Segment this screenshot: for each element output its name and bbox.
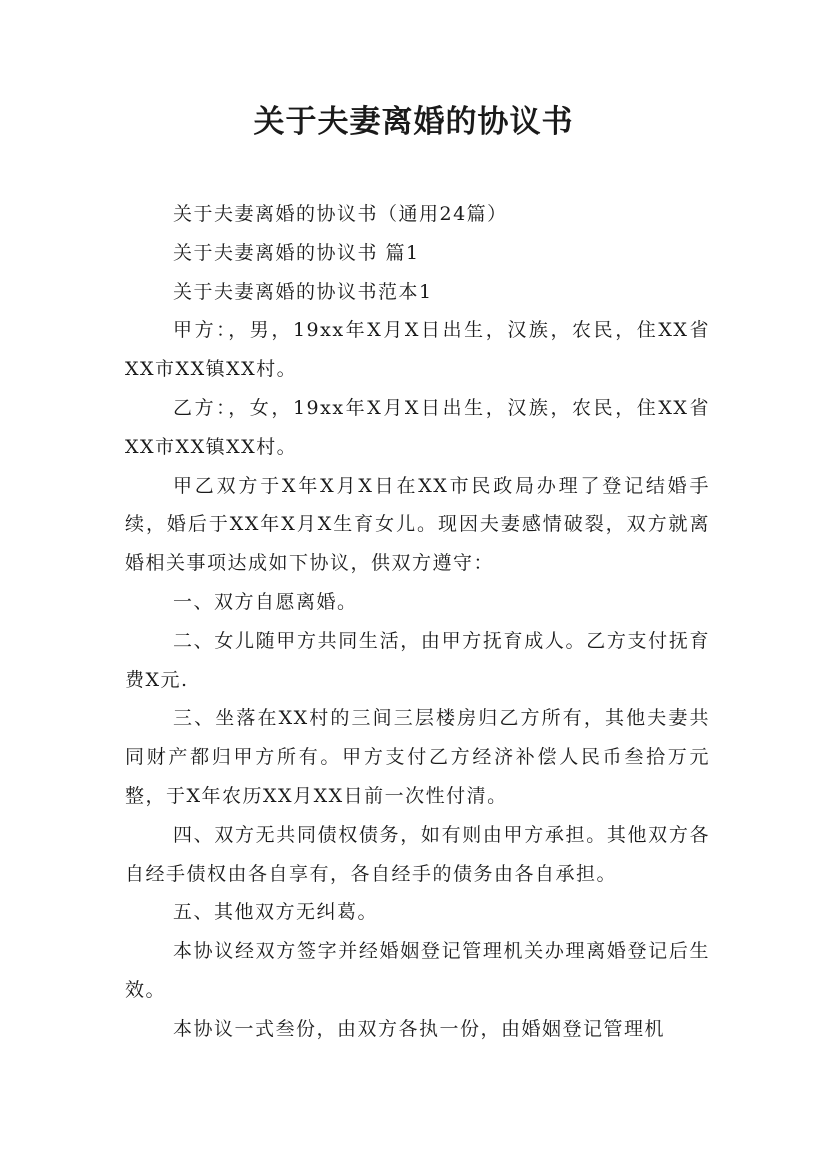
paragraph-clause-3: 三、坐落在XX村的三间三层楼房归乙方所有，其他夫妻共同财产都归甲方所有。甲方支付乙方经济补偿人民币叁拾万元整，于X年农历XX月XX日前一次性付清。 bbox=[125, 707, 710, 807]
paragraph-copies: 本协议一式叁份，由双方各执一份，由婚姻登记管理机 bbox=[173, 1017, 666, 1040]
paragraph-effect: 本协议经双方签字并经婚姻登记管理机关办理离婚登记后生效。 bbox=[125, 940, 710, 1001]
paragraph-party-b: 乙方：，女，19xx年X月X日出生，汉族，农民，住XX省XX市XX镇XX村。 bbox=[125, 396, 710, 458]
paragraph-clause-1: 一、双方自愿离婚。 bbox=[173, 590, 358, 613]
document-title: 关于夫妻离婚的协议书 bbox=[253, 104, 574, 140]
paragraph-heading-article: 关于夫妻离婚的协议书 篇1 bbox=[173, 241, 420, 264]
paragraph-clause-4: 四、双方无共同债权债务，如有则由甲方承担。其他双方各自经手债权由各自享有，各自经手的债务由各自承担。 bbox=[125, 823, 710, 885]
paragraph-heading-collection: 关于夫妻离婚的协议书（通用24篇） bbox=[173, 203, 508, 225]
paragraph-heading-template: 关于夫妻离婚的协议书范本1 bbox=[173, 280, 433, 303]
paragraph-clause-5: 五、其他双方无纠葛。 bbox=[173, 901, 379, 924]
paragraph-background: 甲乙双方于X年X月X日在XX市民政局办理了登记结婚手续，婚后于XX年X月X生育女儿。现因夫妻感情破裂，双方就离婚相关事项达成如下协议，供双方遵守： bbox=[125, 474, 710, 575]
paragraph-party-a: 甲方：，男，19xx年X月X日出生，汉族，农民，住XX省XX市XX镇XX村。 bbox=[125, 319, 710, 381]
document-body bbox=[125, 195, 710, 1049]
paragraph-clause-2: 二、女儿随甲方共同生活，由甲方抚育成人。乙方支付抚育费X元. bbox=[125, 629, 710, 691]
